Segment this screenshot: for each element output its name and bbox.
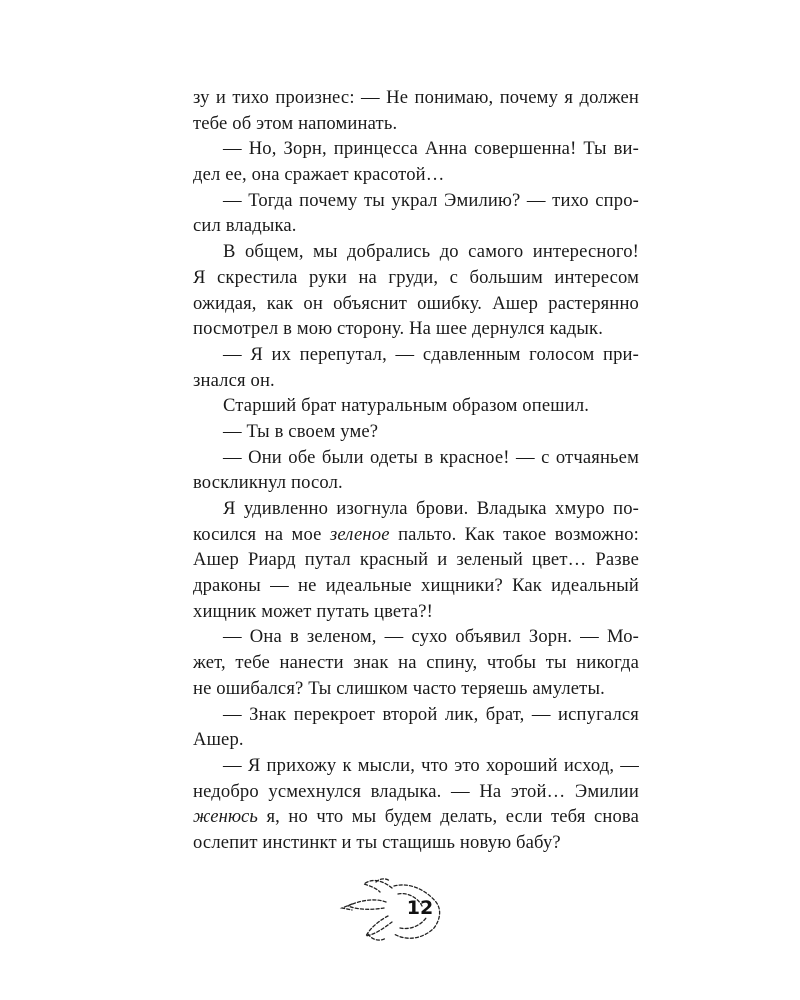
italic-word: женюсь bbox=[193, 806, 259, 828]
text-line: Я удивленно изогнула брови. Владыка хмуро по- bbox=[223, 498, 639, 519]
text-line: жет, тебе нанести знак на спину, чтобы ты никогда bbox=[193, 652, 639, 674]
text-line: Ашер. bbox=[193, 729, 244, 751]
text-line: ожидая, как он объяснит ошибку. Ашер растерянно bbox=[193, 292, 639, 314]
text-line: — Она в зеленом, — сухо объявил Зорн. — Мо- bbox=[223, 626, 639, 648]
text-line: Я скрестила руки на груди, с большим интересом bbox=[193, 266, 639, 288]
text-line bbox=[193, 522, 639, 548]
text-line: не ошибался? Ты слишком часто теряешь амулеты. bbox=[193, 677, 605, 699]
text-line: — Я прихожу к мысли, что это хороший исход, — bbox=[223, 754, 639, 776]
text-line: Старший брат натуральным образом опешил. bbox=[223, 395, 590, 417]
text-line: — Они обе были одеты в красное! — с отчаяньем bbox=[223, 446, 639, 468]
text-line: — Но, Зорн, принцесса Анна совершенна! Ты ви- bbox=[223, 138, 639, 160]
text-line: дел ее, она сражает красотой… bbox=[193, 164, 445, 186]
text-line: — Ты в своем уме? bbox=[223, 420, 379, 442]
text-run: я, но что мы будем делать, если тебя снова bbox=[258, 806, 639, 828]
text-line: — Знак перекроет второй лик, брат, — испугался bbox=[223, 703, 639, 725]
page-number: 12 bbox=[406, 897, 434, 919]
text-line: В общем, мы добрались до самого интересного! bbox=[223, 241, 639, 263]
text-line: ослепит инстинкт и ты стащишь новую бабу? bbox=[193, 831, 561, 853]
text-line: — Я их перепутал, — сдавленным голосом при- bbox=[223, 343, 639, 365]
text-line: — Тогда почему ты украл Эмилию? — тихо спро- bbox=[223, 189, 639, 211]
text-run: пальто. Как такое возможно: bbox=[389, 523, 639, 545]
text-line: Ашер Риард путал красный и зеленый цвет… Разве bbox=[193, 549, 639, 571]
text-line: хищник может путать цвета?! bbox=[193, 600, 433, 622]
text-line: сил владыка. bbox=[193, 215, 297, 237]
text-line: драконы — не идеальные хищники? Как идеальный bbox=[193, 575, 639, 597]
text-run: косился на мое bbox=[193, 523, 330, 545]
text-line bbox=[193, 804, 639, 830]
text-line: недобро усмехнулся владыка. — На этой… Эмилии bbox=[193, 780, 639, 802]
text-line: воскликнул посол. bbox=[193, 472, 343, 494]
text-line: тебе об этом напоминать. bbox=[193, 112, 398, 134]
page-text bbox=[193, 85, 639, 856]
text-line: зу и тихо произнес: — Не понимаю, почему я должен bbox=[193, 87, 639, 108]
italic-word: зеленое bbox=[329, 523, 390, 545]
text-line: знался он. bbox=[193, 369, 275, 391]
text-line: посмотрел в мою сторону. На шее дернулся кадык. bbox=[193, 318, 604, 340]
